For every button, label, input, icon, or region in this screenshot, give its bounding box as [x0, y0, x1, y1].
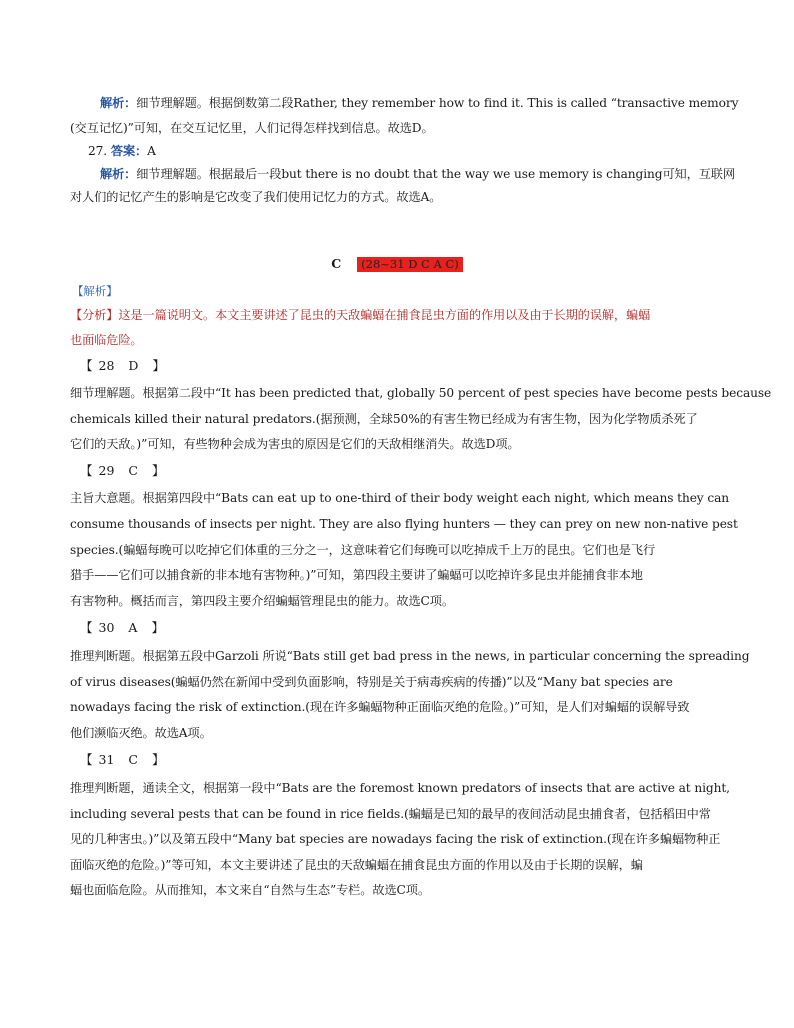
- q26-explanation-line-1: 解析：细节理解题。根据倒数第二段Rather, they remember how to find it. This is called “transactive memory: [100, 96, 739, 110]
- analysis-line-1: 【分析】这是一篇说明文。本文主要讲述了昆虫的天敌蝙蝠在捕食昆虫方面的作用以及由于长期的误解，蝙蝠: [70, 308, 651, 322]
- q30-explanation-line-4: 他们濒临灭绝。故选A项。: [70, 726, 212, 740]
- analysis-line-2: 也面临危险。: [70, 333, 143, 347]
- q29-answer-bracket: 【 29 C 】: [80, 463, 165, 478]
- q29-explanation-line-1: 主旨大意题。根据第四段中“Bats can eat up to one-third of their body weight each night, which means they can: [70, 491, 730, 505]
- q28-explanation-line-1: 细节理解题。根据第二段中“It has been predicted that, globally 50 percent of pest species have become pests because: [70, 386, 772, 400]
- section-letter: C: [331, 256, 342, 271]
- question-number: 30: [98, 620, 115, 635]
- q28-explanation-line-3: 它们的天敌。)”可知，有些物种会成为害虫的原因是它们的天敌相继消失。故选D项。: [70, 437, 520, 451]
- q27-answer-line: [88, 143, 156, 159]
- q29-explanation-line-3: species.(蝙蝠每晚可以吃掉它们体重的三分之一，这意味着它们每晚可以吃掉成千上万的昆虫。它们也是飞行: [70, 543, 656, 557]
- section-answer-range: (28~31 D C A C): [357, 257, 463, 272]
- q28-answer-bracket: 【 28 D 】: [80, 358, 165, 373]
- q30-explanation-line-1: 推理判断题。根据第五段中Garzoli 所说“Bats still get bad press in the news, in particular concerning the spreading: [70, 649, 750, 663]
- jiexi-tag: 【解析】: [72, 284, 118, 298]
- q31-answer-bracket: 【 31 C 】: [80, 752, 165, 767]
- q29-explanation-line-4: 猎手——它们可以捕食新的非本地有害物种。)”可知，第四段主要讲了蝙蝠可以吃掉许多昆虫并能捕食非本地: [70, 568, 643, 582]
- question-number: 29: [98, 463, 115, 478]
- q27-explanation-line-1: 解析：细节理解题。根据最后一段but there is no doubt that the way we use memory is changing可知，互联网: [100, 167, 735, 181]
- section-header: [0, 256, 794, 272]
- q31-explanation-line-5: 蝠也面临危险。从而推知，本文来自“自然与生态”专栏。故选C项。: [70, 883, 430, 897]
- explanation-label: 解析：: [100, 167, 137, 181]
- q29-explanation-line-5: 有害物种。概括而言，第四段主要介绍蝙蝠管理昆虫的能力。故选C项。: [70, 594, 454, 608]
- answer-value: A: [128, 620, 138, 635]
- explanation-label: 解析：: [100, 96, 137, 110]
- q28-explanation-line-2: chemicals killed their natural predators.(据预测，全球50%的有害生物已经成为有害生物，因为化学物质杀死了: [70, 412, 698, 426]
- answer-value: C: [128, 463, 138, 478]
- q30-explanation-line-3: nowadays facing the risk of extinction.(现在许多蝙蝠物种正面临灭绝的危险。)”可知，是人们对蝙蝠的误解导致: [70, 700, 690, 714]
- answer-value: D: [128, 358, 139, 373]
- question-number: 28: [98, 358, 115, 373]
- answer-value: C: [128, 752, 138, 767]
- q30-explanation-line-2: of virus diseases(蝙蝠仍然在新闻中受到负面影响，特别是关于病毒疾病的传播)”以及“Many bat species are: [70, 675, 673, 689]
- q30-answer-bracket: 【 30 A 】: [80, 620, 164, 635]
- answer-label: 答案：: [110, 144, 148, 158]
- q31-explanation-line-1: 推理判断题，通读全文，根据第一段中“Bats are the foremost known predators of insects that are active at night,: [70, 781, 730, 795]
- q26-explanation-line-2: (交互记忆)”可知，在交互记忆里，人们记得怎样找到信息。故选D。: [70, 121, 434, 135]
- q27-explanation-line-2: 对人们的记忆产生的影响是它改变了我们使用记忆力的方式。故选A。: [70, 190, 442, 204]
- q31-explanation-line-4: 面临灭绝的危险。)”等可知，本文主要讲述了昆虫的天敌蝙蝠在捕食昆虫方面的作用以及由于长期的误解，蝙: [70, 858, 643, 872]
- q31-explanation-line-2: including several pests that can be found in rice fields.(蝙蝠是已知的最早的夜间活动昆虫捕食者，包括稻田中常: [70, 807, 711, 821]
- q29-explanation-line-2: consume thousands of insects per night. They are also flying hunters — they can prey on new non-native pest: [70, 517, 738, 531]
- answer-value: A: [147, 144, 156, 158]
- question-number: 31: [98, 752, 115, 767]
- q31-explanation-line-3: 见的几种害虫。)”以及第五段中“Many bat species are nowadays facing the risk of extinction.(现在许多蝙蝠物种正: [70, 832, 721, 846]
- question-number: 27.: [88, 144, 108, 158]
